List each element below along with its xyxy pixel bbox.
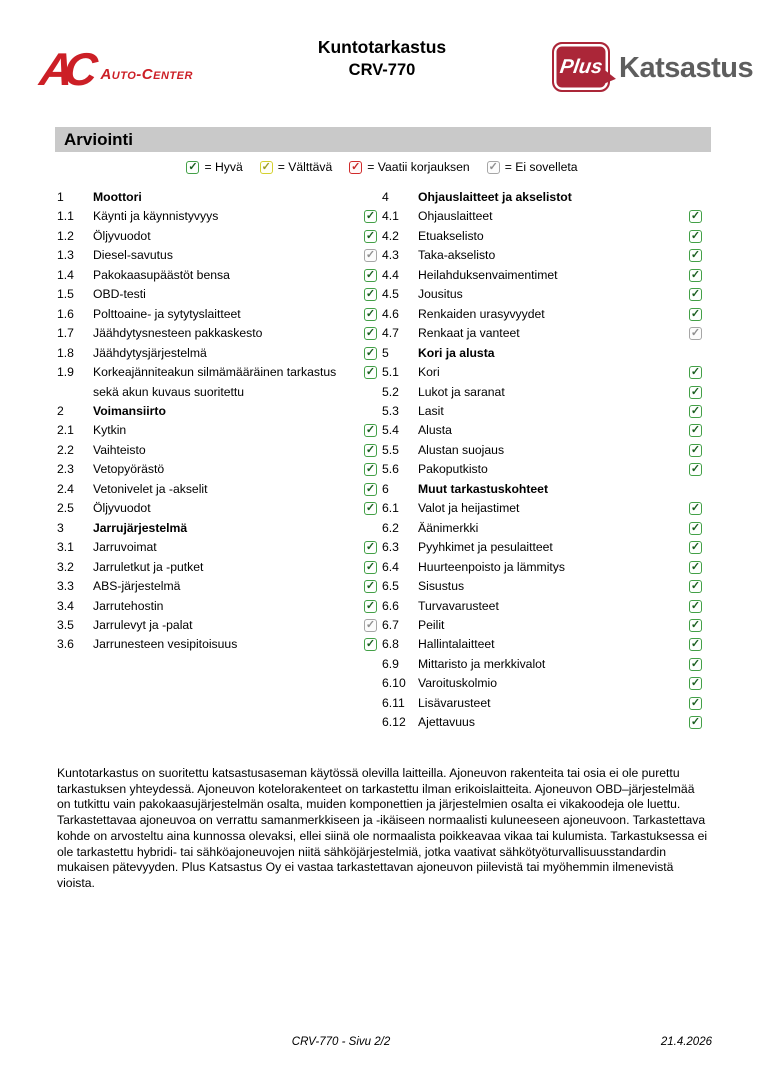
item-label: Kytkin (93, 423, 127, 438)
item-label: Äänimerkki (418, 520, 479, 535)
check-good-icon: ✓ (690, 288, 701, 301)
checklist-item-row (382, 674, 702, 693)
item-number: 2.1 (57, 423, 74, 438)
check-good-icon: ✓ (365, 366, 376, 379)
item-label: Taka-akselisto (418, 248, 496, 263)
check-good-icon: ✓ (690, 307, 701, 320)
item-label: Vaihteisto (93, 442, 146, 457)
ac-monogram-icon: AC (37, 43, 92, 95)
item-number: 3 (57, 520, 64, 535)
item-number: 1.5 (57, 287, 74, 302)
check-good-icon: ✓ (690, 618, 701, 631)
checklist-item-row (382, 558, 702, 577)
item-label: Varoituskolmio (418, 676, 498, 691)
item-label: Turvavarusteet (418, 598, 499, 613)
item-label: OBD-testi (93, 287, 146, 302)
checklist-item-row (57, 246, 377, 265)
check-good-icon: ✓ (690, 385, 701, 398)
item-label: Pakoputkisto (418, 462, 488, 477)
item-label: Polttoaine- ja sytytyslaitteet (93, 306, 241, 321)
item-label: Vetopyörästö (93, 462, 165, 477)
checklist-item-row (382, 266, 702, 285)
section-title: Arviointi (64, 129, 133, 149)
item-label: Jarrulevyt ja -palat (93, 617, 193, 632)
item-number: 4.4 (382, 267, 399, 282)
checklist-item-row (382, 246, 702, 265)
check-good-icon: ✓ (690, 463, 701, 476)
checklist-item-row (57, 344, 377, 363)
checklist-item-row (382, 363, 702, 382)
check-good-icon: ✓ (690, 599, 701, 612)
item-number: 6.2 (382, 520, 399, 535)
check-repair-icon: ✓ (351, 160, 361, 173)
check-good-icon: ✓ (690, 677, 701, 690)
item-number: 6.12 (382, 715, 406, 730)
item-number: 1 (57, 190, 64, 204)
item-label: Ajettavuus (418, 715, 475, 730)
item-label: Vetonivelet ja -akselit (93, 481, 208, 496)
check-good-icon: ✓ (690, 229, 701, 242)
section-header-row (57, 188, 377, 207)
item-number: 6.11 (382, 695, 405, 710)
item-number: 3.5 (57, 617, 74, 632)
checklist-item-row (382, 383, 702, 402)
item-label: Korkeajänniteakun silmämääräinen tarkastus sekä akun kuvaus suoritettu (93, 365, 337, 399)
page-footer-date: 21.4.2026 (660, 1036, 712, 1048)
check-na-icon: ✓ (690, 327, 701, 340)
item-number: 6.8 (382, 637, 399, 652)
checklist-item-row (382, 285, 702, 304)
checklist-column-left (57, 188, 377, 655)
checklist-item-row (382, 597, 702, 616)
checklist-item-row (57, 597, 377, 616)
item-label: Peilit (418, 617, 445, 632)
checklist-item-row (382, 694, 702, 713)
checklist-item-row (57, 538, 377, 557)
check-good-icon: ✓ (188, 160, 198, 173)
section-title-label: Moottori (93, 190, 142, 204)
item-number: 6.10 (382, 676, 406, 691)
item-number: 2.3 (57, 462, 74, 477)
check-good-icon: ✓ (365, 599, 376, 612)
item-number: 1.3 (57, 248, 74, 263)
item-number: 6.9 (382, 656, 399, 671)
legend-label: = Välttävä (277, 160, 333, 174)
item-number: 1.2 (57, 228, 74, 243)
checklist-item-row (57, 480, 377, 499)
check-na-icon: ✓ (365, 249, 376, 262)
legend-item-fair (260, 160, 333, 174)
item-label: Pyyhkimet ja pesulaitteet (418, 540, 553, 555)
item-number: 2 (57, 403, 64, 418)
check-good-icon: ✓ (365, 307, 376, 320)
checklist-item-row (57, 616, 377, 635)
check-good-icon: ✓ (690, 716, 701, 729)
checklist-item-row (57, 577, 377, 596)
item-number: 3.3 (57, 579, 74, 594)
item-number: 6.6 (382, 598, 399, 613)
check-good-icon: ✓ (690, 502, 701, 515)
check-good-icon: ✓ (365, 443, 376, 456)
item-number: 6.5 (382, 579, 399, 594)
section-header-row (57, 402, 377, 421)
item-label: Öljyvuodot (93, 228, 151, 243)
item-label: Käynti ja käynnistyvyys (93, 209, 219, 224)
check-good-icon: ✓ (365, 424, 376, 437)
item-number: 3.2 (57, 559, 74, 574)
check-good-icon: ✓ (365, 580, 376, 593)
item-label: ABS-järjestelmä (93, 579, 181, 594)
item-label: Lasit (418, 403, 444, 418)
plus-katsastus-logo (552, 42, 753, 92)
item-label: Valot ja heijastimet (418, 501, 520, 516)
item-label: Jousitus (418, 287, 463, 302)
item-number: 4.1 (382, 209, 399, 224)
item-label: Hallintalaitteet (418, 637, 495, 652)
legend-label: = Hyvä (204, 160, 243, 174)
checklist-item-row (382, 499, 702, 518)
item-number: 5.4 (382, 423, 399, 438)
item-label: Öljyvuodot (93, 501, 151, 516)
checklist-item-row (382, 655, 702, 674)
check-good-icon: ✓ (365, 210, 376, 223)
check-good-icon: ✓ (365, 560, 376, 573)
status-legend (0, 160, 764, 174)
plus-logo-text: Plus (558, 55, 604, 78)
checklist-item-row (57, 460, 377, 479)
item-label: Huurteenpoisto ja lämmitys (418, 559, 565, 574)
item-number: 6.3 (382, 540, 399, 555)
check-na-icon: ✓ (365, 618, 376, 631)
disclaimer-text: Kuntotarkastus on suoritettu katsastusaseman käytössä olevilla laitteilla. Ajoneuvon rakenteita tai osia ei ole purettu tarkastuksen yhteydessä. Ajoneuvon kotelorakenteet on tarkastettu ilman erikoislaitteita. Ajoneuvon OBD–järjestelmää on tutkittu vain pakokaasujärjestelmän osalta, muiden komponettien ja järjestelmien osalta ei vikakoodeja ole luettu. Tarkastettavaa ajoneuvoa on verrattu samanmerkkiseen ja -ikäiseen normaalisti kuluneeseen ajoneuvoon. Tarkastettava kohde on arvosteltu aina kunnossa olevaksi, ellei siinä ole normaalista poikkeavaa vikaa tai kulumista. Tarkastuksessa ei ole tarkastettu hybridi- tai sähköajoneuvojen niitä sähköjärjestelmiä, jotka vaativat sähkötyöturvallisuusstandardin mukaisen pätevyyden. Plus Katsastus Oy ei vastaa tarkastettavan ajoneuvon piilevistä tai myöhemmin ilmenevistä vioista. (57, 766, 708, 890)
section-title-label: Muut tarkastuskohteet (418, 481, 549, 496)
item-number: 5.3 (382, 403, 399, 418)
item-label: Alustan suojaus (418, 442, 505, 457)
item-number: 4.6 (382, 306, 399, 321)
checklist-item-row (382, 616, 702, 635)
item-number: 6.1 (382, 501, 399, 516)
section-header-row (382, 480, 702, 499)
check-good-icon: ✓ (690, 657, 701, 670)
check-good-icon: ✓ (365, 638, 376, 651)
checklist-item-row (382, 227, 702, 246)
check-good-icon: ✓ (690, 521, 701, 534)
legend-item-good (186, 160, 242, 174)
item-label: Renkaat ja vanteet (418, 326, 520, 341)
checklist-item-row (382, 421, 702, 440)
check-good-icon: ✓ (690, 404, 701, 417)
check-good-icon: ✓ (365, 541, 376, 554)
item-number: 5 (382, 345, 389, 360)
check-good-icon: ✓ (365, 346, 376, 359)
katsastus-logo-text: Katsastus (619, 51, 754, 84)
checklist-item-row (57, 635, 377, 654)
item-label: Jarrunesteen vesipitoisuus (93, 637, 238, 652)
checklist-item-row (382, 441, 702, 460)
check-good-icon: ✓ (690, 541, 701, 554)
checklist-item-row (382, 713, 702, 732)
check-good-icon: ✓ (690, 210, 701, 223)
checklist-item-row (382, 460, 702, 479)
checklist-item-row (57, 558, 377, 577)
item-label: Jarruvoimat (93, 540, 157, 555)
checklist-item-row (57, 305, 377, 324)
checklist-item-row (57, 207, 377, 226)
speech-bubble-tail-icon (603, 70, 617, 86)
section-header-bar (55, 127, 711, 152)
checklist-item-row (382, 402, 702, 421)
item-number: 5.2 (382, 384, 399, 399)
section-header-row (57, 519, 377, 538)
checklist-item-row (57, 266, 377, 285)
checklist-item-row (57, 324, 377, 343)
item-number: 2.2 (57, 442, 74, 457)
item-number: 1.9 (57, 365, 74, 380)
section-header-row (382, 344, 702, 363)
checklist-item-row (382, 207, 702, 226)
check-good-icon: ✓ (690, 696, 701, 709)
item-label: Sisustus (418, 579, 465, 594)
check-good-icon: ✓ (365, 288, 376, 301)
item-label: Jarruletkut ja -putket (93, 559, 204, 574)
section-title-label: Jarrujärjestelmä (93, 520, 188, 535)
legend-label: = Ei sovelleta (504, 160, 578, 174)
item-label: Renkaiden urasyvyydet (418, 306, 545, 321)
check-good-icon: ✓ (365, 463, 376, 476)
legend-label: = Vaatii korjauksen (367, 160, 470, 174)
item-number: 4.7 (382, 326, 399, 341)
item-label: Lisävarusteet (418, 695, 491, 710)
check-good-icon: ✓ (365, 268, 376, 281)
item-label: Kori (418, 365, 440, 380)
item-label: Mittaristo ja merkkivalot (418, 656, 546, 671)
check-good-icon: ✓ (365, 327, 376, 340)
section-title-label: Voimansiirto (93, 403, 166, 418)
item-number: 5.1 (382, 365, 399, 380)
item-label: Alusta (418, 423, 452, 438)
check-good-icon: ✓ (690, 249, 701, 262)
check-good-icon: ✓ (690, 366, 701, 379)
auto-center-logo (37, 43, 193, 95)
item-label: Lukot ja saranat (418, 384, 505, 399)
item-number: 1.4 (57, 267, 74, 282)
item-number: 2.4 (57, 481, 74, 496)
item-number: 3.4 (57, 598, 74, 613)
page-footer-center: CRV-770 - Sivu 2/2 (291, 1036, 391, 1048)
item-number: 2.5 (57, 501, 74, 516)
checklist-item-row (382, 324, 702, 343)
check-good-icon: ✓ (690, 560, 701, 573)
item-number: 1.8 (57, 345, 74, 360)
item-number: 3.6 (57, 637, 74, 652)
vehicle-registration: CRV-770 (348, 61, 416, 79)
checklist-item-row (382, 519, 702, 538)
checklist-item-row (57, 441, 377, 460)
checklist-item-row (382, 538, 702, 557)
item-number: 3.1 (57, 540, 74, 555)
checklist-column-right (382, 188, 702, 733)
checklist-item-row (57, 421, 377, 440)
plus-badge-icon (552, 42, 610, 92)
legend-item-repair (349, 160, 469, 174)
item-label: Jäähdytysjärjestelmä (93, 345, 207, 360)
check-good-icon: ✓ (690, 443, 701, 456)
checklist-item-row (57, 227, 377, 246)
item-label: Jäähdytysnesteen pakkaskesto (93, 326, 263, 341)
item-label: Heilahduksenvaimentimet (418, 267, 558, 282)
item-label: Jarrutehostin (93, 598, 164, 613)
check-good-icon: ✓ (690, 638, 701, 651)
item-number: 4.2 (382, 228, 399, 243)
item-number: 1.6 (57, 306, 74, 321)
item-number: 1.7 (57, 326, 74, 341)
section-title-label: Ohjauslaitteet ja akselistot (418, 190, 572, 204)
item-label: Diesel-savutus (93, 248, 173, 263)
checklist-item-row (57, 499, 377, 518)
check-good-icon: ✓ (690, 580, 701, 593)
check-na-icon: ✓ (488, 160, 498, 173)
check-good-icon: ✓ (690, 268, 701, 281)
item-number: 6.4 (382, 559, 399, 574)
item-label: Pakokaasupäästöt bensa (93, 267, 230, 282)
item-label: Etuakselisto (418, 228, 484, 243)
check-good-icon: ✓ (365, 482, 376, 495)
section-title-label: Kori ja alusta (418, 345, 495, 360)
check-good-icon: ✓ (690, 424, 701, 437)
check-good-icon: ✓ (365, 502, 376, 515)
item-number: 6.7 (382, 617, 399, 632)
item-label: Ohjauslaitteet (418, 209, 493, 224)
checklist-item-row (57, 363, 377, 402)
item-number: 6 (382, 481, 389, 496)
item-number: 5.5 (382, 442, 399, 457)
checklist-item-row (382, 577, 702, 596)
item-number: 4.3 (382, 248, 399, 263)
item-number: 4 (382, 190, 389, 204)
page-title (232, 36, 532, 81)
checklist-item-row (57, 285, 377, 304)
item-number: 4.5 (382, 287, 399, 302)
checklist-item-row (382, 305, 702, 324)
report-title: Kuntotarkastus (317, 37, 447, 57)
auto-center-logo-text: Auto-Center (100, 65, 193, 83)
check-fair-icon: ✓ (261, 160, 271, 173)
checklist-item-row (382, 635, 702, 654)
item-number: 1.1 (57, 209, 74, 224)
check-good-icon: ✓ (365, 229, 376, 242)
item-number: 5.6 (382, 462, 399, 477)
legend-item-na (487, 160, 578, 174)
section-header-row (382, 188, 702, 207)
